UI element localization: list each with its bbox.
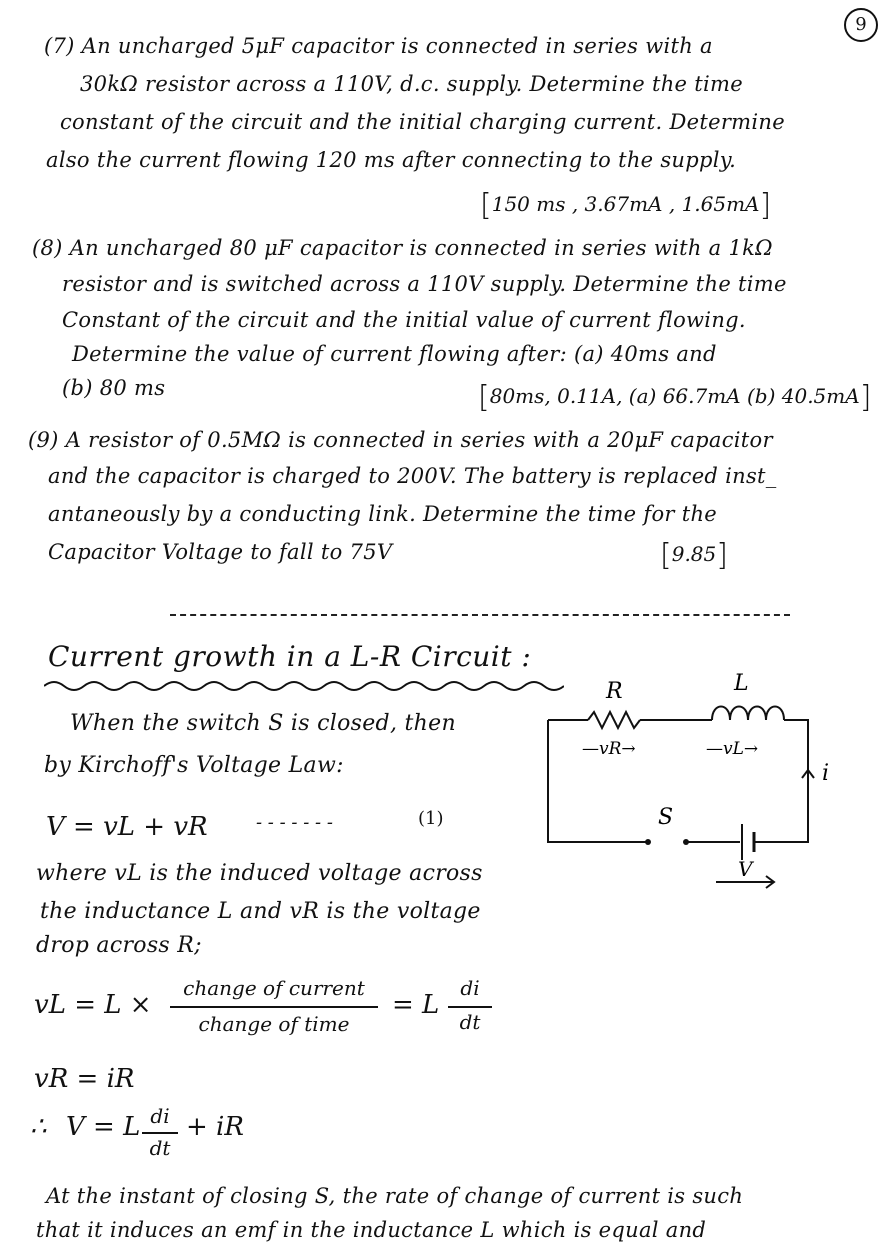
problem-7-answer: [150 ms , 3.67mA , 1.65mA] <box>480 188 772 223</box>
vl-equation-left: vL = L × <box>34 990 152 1020</box>
where-line: drop across R; <box>36 933 202 958</box>
v-dt: dt <box>149 1136 171 1160</box>
problem-8-answer-text: 80ms, 0.11A, (a) 66.7mA (b) 40.5mA <box>489 384 860 408</box>
label-V: V <box>738 857 753 881</box>
page-number: 9 <box>844 8 878 42</box>
vl-denominator: change of time <box>198 1012 350 1036</box>
vl-di: di <box>460 976 480 1000</box>
where-line: the inductance L and vR is the voltage <box>40 899 481 924</box>
problem-9-answer-text: 9.85 <box>671 542 717 566</box>
problem-7-line: 30kΩ resistor across a 110V, d.c. supply. Determine the time <box>80 72 743 96</box>
vl-equals-l: = L <box>392 990 440 1020</box>
problem-9-line: (9) A resistor of 0.5MΩ is connected in series with a 20μF capacitor <box>28 428 773 452</box>
problem-8-line: (8) An uncharged 80 μF capacitor is connected in series with a 1kΩ <box>32 236 773 260</box>
v-equation-left: V = L <box>66 1112 141 1142</box>
lr-circuit-diagram <box>530 672 860 902</box>
closing-line: that it induces an emf in the inductance L which is equal and <box>36 1218 707 1242</box>
problem-9-line: and the capacitor is charged to 200V. The battery is replaced inst_ <box>48 464 777 488</box>
problem-8-line: (b) 80 ms <box>62 376 166 400</box>
vl-didt-bar <box>448 1006 492 1008</box>
closing-line: At the instant of closing S, the rate of change of current is such <box>46 1184 744 1208</box>
problem-7-answer-text: 150 ms , 3.67mA , 1.65mA <box>491 192 760 216</box>
label-S: S <box>658 805 674 830</box>
problem-9-line: antaneously by a conducting link. Determine the time for the <box>48 502 718 526</box>
problem-7-line: constant of the circuit and the initial charging current. Determine <box>60 110 785 134</box>
equation-1-number: (1) <box>418 808 444 829</box>
current-arrow <box>802 770 814 782</box>
inductor-symbol <box>712 707 784 721</box>
label-vL: —vL→ <box>706 739 759 759</box>
problem-8-line: resistor and is switched across a 110V supply. Determine the time <box>62 272 787 296</box>
v-didt-bar <box>142 1132 178 1134</box>
section-divider <box>170 614 790 616</box>
vl-fraction-bar <box>170 1006 378 1008</box>
problem-8-line: Determine the value of current flowing after: (a) 40ms and <box>72 342 717 366</box>
label-L: L <box>734 672 749 696</box>
where-line: where vL is the induced voltage across <box>36 861 483 886</box>
vl-numerator: change of current <box>183 976 365 1000</box>
problem-8-line: Constant of the circuit and the initial value of current flowing. <box>62 308 746 332</box>
equation-1: V = vL + vR <box>46 812 208 842</box>
vl-dt: dt <box>459 1010 481 1034</box>
intro-line: by Kirchoff's Voltage Law: <box>44 753 344 778</box>
vr-equation: vR = iR <box>34 1064 135 1094</box>
problem-7-line: also the current flowing 120 ms after connecting to the supply. <box>46 148 737 172</box>
v-equation-right: + iR <box>186 1112 244 1142</box>
problem-9-line: Capacitor Voltage to fall to 75V <box>48 540 393 564</box>
heading-wavy-underline <box>44 676 564 694</box>
switch-contact-left <box>645 839 651 845</box>
resistor-symbol <box>588 712 640 728</box>
circuit-top-wire-right <box>762 720 808 842</box>
label-R: R <box>606 679 623 704</box>
section-heading: Current growth in a L-R Circuit : <box>48 640 532 673</box>
problem-8-answer: [80ms, 0.11A, (a) 66.7mA (b) 40.5mA] <box>478 380 872 415</box>
intro-line: When the switch S is closed, then <box>70 711 456 736</box>
label-vR: —vR→ <box>582 739 636 759</box>
problem-9-answer: [9.85] <box>660 538 728 573</box>
equation-1-dots: - - - - - - - <box>256 812 333 833</box>
v-di: di <box>150 1104 170 1128</box>
label-i: i <box>822 761 830 786</box>
therefore-symbol: ∴ <box>30 1112 47 1142</box>
problem-7-line: (7) An uncharged 5μF capacitor is connected in series with a <box>44 34 713 58</box>
